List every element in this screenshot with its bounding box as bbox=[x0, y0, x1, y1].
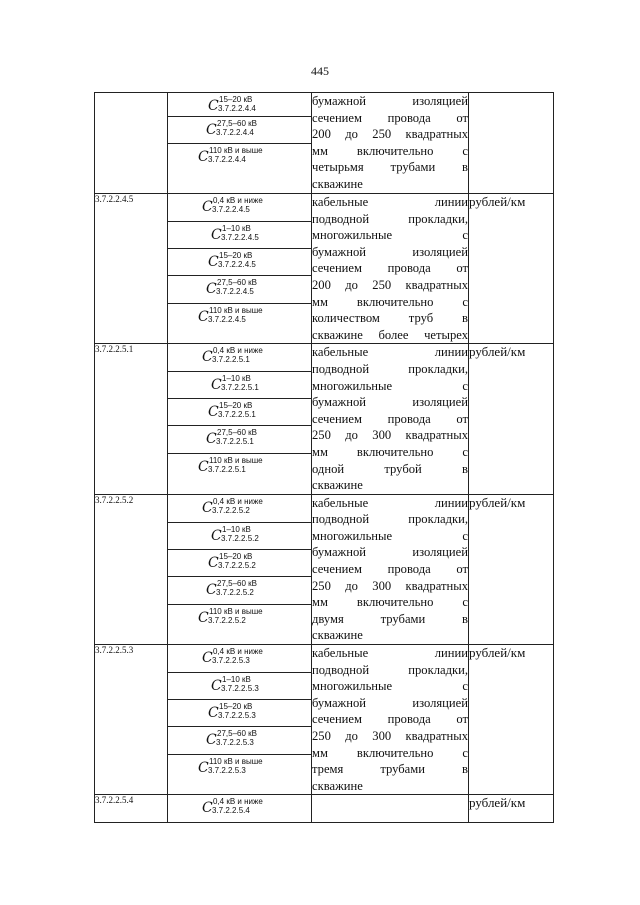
voltage-superscript: 110 кВ и выше bbox=[209, 757, 263, 767]
description-cell bbox=[312, 645, 469, 795]
code-subscript: 3.7.2.2.5.1 bbox=[212, 355, 250, 365]
cost-symbol-letter: C bbox=[206, 122, 217, 138]
cost-symbol-letter: C bbox=[202, 499, 213, 516]
voltage-superscript: 110 кВ и выше bbox=[209, 456, 263, 466]
variable-item bbox=[168, 399, 311, 426]
description-line: кабельные линии bbox=[312, 345, 468, 360]
description-line: скважине bbox=[312, 176, 363, 191]
variable-item bbox=[168, 495, 311, 523]
unit-cell: рублей/км bbox=[469, 194, 554, 344]
cost-symbol-letter: C bbox=[206, 732, 217, 749]
table-row bbox=[95, 194, 554, 344]
voltage-superscript: 27,5–60 кВ bbox=[217, 278, 257, 287]
cost-symbol-letter: C bbox=[206, 581, 217, 598]
voltage-superscript: 27,5–60 кВ bbox=[217, 119, 257, 128]
variable-item bbox=[168, 523, 311, 550]
voltage-superscript: 0,4 кВ и ниже bbox=[213, 496, 263, 506]
description-line: количеством труб в bbox=[312, 311, 468, 326]
description-line: сечением провода от bbox=[312, 110, 468, 125]
code-subscript: 3.7.2.2.5.4 bbox=[212, 806, 250, 816]
item-code: 3.7.2.2.5.2 bbox=[95, 494, 168, 644]
table-row bbox=[95, 344, 554, 494]
description-line: 250 до 300 квадратных bbox=[312, 578, 468, 593]
variable-item bbox=[168, 795, 311, 822]
cost-symbol-letter: C bbox=[202, 800, 213, 817]
description-line: подводной прокладки, bbox=[312, 211, 468, 226]
cost-symbol-letter: C bbox=[208, 705, 219, 722]
code-subscript: 3.7.2.2.5.3 bbox=[208, 766, 246, 776]
unit-cell: рублей/км bbox=[469, 344, 554, 494]
cost-symbol-letter: C bbox=[202, 349, 213, 366]
variable-item bbox=[168, 577, 311, 605]
variable-item bbox=[168, 144, 311, 193]
description-line: многожильные с bbox=[312, 378, 468, 393]
variable-item bbox=[168, 550, 311, 577]
cost-symbol-letter: C bbox=[211, 678, 222, 695]
cost-symbol-letter: C bbox=[198, 459, 209, 476]
variable-item bbox=[168, 755, 311, 792]
description-line: тремя трубами в bbox=[312, 762, 468, 777]
description-line: бумажной изоляцией bbox=[312, 94, 468, 108]
description-cell bbox=[312, 93, 469, 194]
description-line: бумажной изоляцией bbox=[312, 244, 468, 259]
voltage-superscript: 0,4 кВ и ниже bbox=[213, 647, 263, 657]
variable-item bbox=[168, 426, 311, 454]
item-code: 3.7.2.2.5.3 bbox=[95, 645, 168, 795]
variable-item bbox=[168, 194, 311, 222]
code-subscript: 3.7.2.2.5.2 bbox=[221, 533, 259, 543]
description-cell bbox=[312, 194, 469, 344]
variable-cell bbox=[168, 795, 312, 823]
code-subscript: 3.7.2.2.4.4 bbox=[208, 155, 246, 164]
variable-item bbox=[168, 249, 311, 276]
code-subscript: 3.7.2.2.4.5 bbox=[208, 315, 246, 324]
table-row bbox=[95, 93, 554, 194]
description-line: двумя трубами в bbox=[312, 611, 468, 626]
tariff-table-body bbox=[95, 93, 554, 823]
cost-symbol-letter: C bbox=[202, 199, 213, 215]
description-line: сечением провода от bbox=[312, 261, 468, 276]
voltage-superscript: 27,5–60 кВ bbox=[217, 428, 257, 438]
description-line: многожильные с bbox=[312, 679, 468, 694]
unit-cell: рублей/км bbox=[469, 645, 554, 795]
description-line: мм включительно с bbox=[312, 595, 468, 610]
code-subscript: 3.7.2.2.5.1 bbox=[221, 383, 259, 393]
description-cell bbox=[312, 494, 469, 644]
cost-symbol-letter: C bbox=[206, 431, 217, 448]
code-subscript: 3.7.2.2.5.1 bbox=[218, 410, 256, 420]
cost-symbol-letter: C bbox=[211, 527, 222, 544]
cost-symbol-letter: C bbox=[208, 404, 219, 421]
voltage-superscript: 110 кВ и выше bbox=[209, 306, 263, 315]
code-subscript: 3.7.2.2.5.3 bbox=[212, 656, 250, 666]
cost-symbol-letter: C bbox=[206, 281, 217, 297]
variable-item bbox=[168, 605, 311, 642]
code-subscript: 3.7.2.2.5.2 bbox=[218, 560, 256, 570]
code-subscript: 3.7.2.2.5.2 bbox=[216, 587, 254, 597]
description-line: сечением провода от bbox=[312, 712, 468, 727]
description-line: многожильные с bbox=[312, 528, 468, 543]
description-line: кабельные линии bbox=[312, 195, 468, 209]
code-subscript: 3.7.2.2.5.3 bbox=[221, 684, 259, 694]
variable-cell bbox=[168, 93, 312, 194]
table-row bbox=[95, 795, 554, 823]
description-line: бумажной изоляцией bbox=[312, 545, 468, 560]
cost-symbol-letter: C bbox=[208, 98, 219, 114]
code-subscript: 3.7.2.2.4.5 bbox=[221, 233, 259, 242]
description-line: четырьмя трубами в bbox=[312, 160, 468, 175]
code-subscript: 3.7.2.2.5.2 bbox=[208, 615, 246, 625]
variable-item bbox=[168, 454, 311, 491]
cost-symbol-letter: C bbox=[208, 254, 219, 270]
code-subscript: 3.7.2.2.4.5 bbox=[216, 287, 254, 296]
code-subscript: 3.7.2.2.5.1 bbox=[208, 465, 246, 475]
voltage-superscript: 1–10 кВ bbox=[222, 675, 251, 685]
description-line: подводной прокладки, bbox=[312, 512, 468, 527]
description-line: сечением провода от bbox=[312, 411, 468, 426]
voltage-superscript: 27,5–60 кВ bbox=[217, 578, 257, 588]
voltage-superscript: 110 кВ и выше bbox=[209, 146, 263, 155]
description-line: скважине bbox=[312, 478, 363, 493]
voltage-superscript: 15–20 кВ bbox=[219, 551, 253, 561]
variable-item bbox=[168, 727, 311, 755]
variable-item bbox=[168, 645, 311, 673]
code-subscript: 3.7.2.2.5.3 bbox=[216, 738, 254, 748]
variable-item bbox=[168, 700, 311, 727]
variable-item bbox=[168, 93, 311, 117]
description-line: мм включительно с bbox=[312, 444, 468, 459]
variable-cell bbox=[168, 494, 312, 644]
code-subscript: 3.7.2.2.5.2 bbox=[212, 505, 250, 515]
voltage-superscript: 15–20 кВ bbox=[219, 251, 253, 260]
voltage-superscript: 110 кВ и выше bbox=[209, 606, 263, 616]
description-line: 250 до 300 квадратных bbox=[312, 428, 468, 443]
code-subscript: 3.7.2.2.4.5 bbox=[218, 260, 256, 269]
description-cell bbox=[312, 795, 469, 823]
description-line: 200 до 250 квадратных bbox=[312, 277, 468, 292]
voltage-superscript: 0,4 кВ и ниже bbox=[213, 196, 263, 205]
description-line: кабельные линии bbox=[312, 646, 468, 661]
variable-cell bbox=[168, 645, 312, 795]
voltage-superscript: 1–10 кВ bbox=[222, 374, 251, 384]
table-row bbox=[95, 494, 554, 644]
voltage-superscript: 15–20 кВ bbox=[219, 401, 253, 411]
voltage-superscript: 0,4 кВ и ниже bbox=[213, 346, 263, 356]
code-subscript: 3.7.2.2.4.5 bbox=[212, 205, 250, 214]
description-line: многожильные с bbox=[312, 228, 468, 243]
voltage-superscript: 1–10 кВ bbox=[222, 224, 251, 233]
variable-item bbox=[168, 372, 311, 399]
item-code bbox=[95, 93, 168, 194]
description-line: скважине более четырех bbox=[312, 327, 468, 342]
description-line: скважине bbox=[312, 628, 363, 643]
cost-symbol-letter: C bbox=[211, 227, 222, 243]
unit-cell bbox=[469, 93, 554, 194]
variable-cell bbox=[168, 194, 312, 344]
description-line: мм включительно с bbox=[312, 745, 468, 760]
cost-symbol-letter: C bbox=[198, 149, 209, 165]
description-line: бумажной изоляцией bbox=[312, 695, 468, 710]
code-subscript: 3.7.2.2.4.4 bbox=[218, 104, 256, 113]
cost-symbol-letter: C bbox=[208, 554, 219, 571]
description-line: мм включительно с bbox=[312, 143, 468, 158]
item-code: 3.7.2.2.5.4 bbox=[95, 795, 168, 823]
cost-symbol-letter: C bbox=[202, 650, 213, 667]
description-line: мм включительно с bbox=[312, 294, 468, 309]
tariff-table bbox=[94, 92, 554, 823]
cost-symbol-letter: C bbox=[198, 760, 209, 777]
description-line: 250 до 300 квадратных bbox=[312, 729, 468, 743]
voltage-superscript: 15–20 кВ bbox=[219, 702, 253, 712]
unit-cell: рублей/км bbox=[469, 795, 554, 823]
description-line: сечением провода от bbox=[312, 562, 468, 577]
variable-item bbox=[168, 222, 311, 249]
page-number: 445 bbox=[311, 64, 329, 78]
description-line: одной трубой в bbox=[312, 461, 468, 476]
cost-symbol-letter: C bbox=[198, 309, 209, 325]
description-line: бумажной изоляцией bbox=[312, 395, 468, 410]
voltage-superscript: 15–20 кВ bbox=[219, 95, 253, 104]
voltage-superscript: 1–10 кВ bbox=[222, 524, 251, 534]
variable-item bbox=[168, 344, 311, 372]
description-line: подводной прокладки, bbox=[312, 361, 468, 376]
voltage-superscript: 0,4 кВ и ниже bbox=[213, 797, 263, 807]
cost-symbol-letter: C bbox=[198, 609, 209, 626]
description-line: подводной прокладки, bbox=[312, 662, 468, 677]
variable-item bbox=[168, 304, 311, 341]
variable-item bbox=[168, 276, 311, 304]
item-code: 3.7.2.2.4.5 bbox=[95, 194, 168, 344]
description-line: скважине bbox=[312, 778, 363, 793]
table-row bbox=[95, 645, 554, 795]
code-subscript: 3.7.2.2.5.3 bbox=[218, 711, 256, 721]
variable-cell bbox=[168, 344, 312, 494]
unit-cell: рублей/км bbox=[469, 494, 554, 644]
voltage-superscript: 27,5–60 кВ bbox=[217, 729, 257, 739]
cost-symbol-letter: C bbox=[211, 377, 222, 394]
description-cell bbox=[312, 344, 469, 494]
description-line: кабельные линии bbox=[312, 495, 468, 510]
variable-item bbox=[168, 673, 311, 700]
code-subscript: 3.7.2.2.4.4 bbox=[216, 128, 254, 137]
variable-item bbox=[168, 117, 311, 144]
item-code: 3.7.2.2.5.1 bbox=[95, 344, 168, 494]
code-subscript: 3.7.2.2.5.1 bbox=[216, 437, 254, 447]
description-line: 200 до 250 квадратных bbox=[312, 127, 468, 142]
